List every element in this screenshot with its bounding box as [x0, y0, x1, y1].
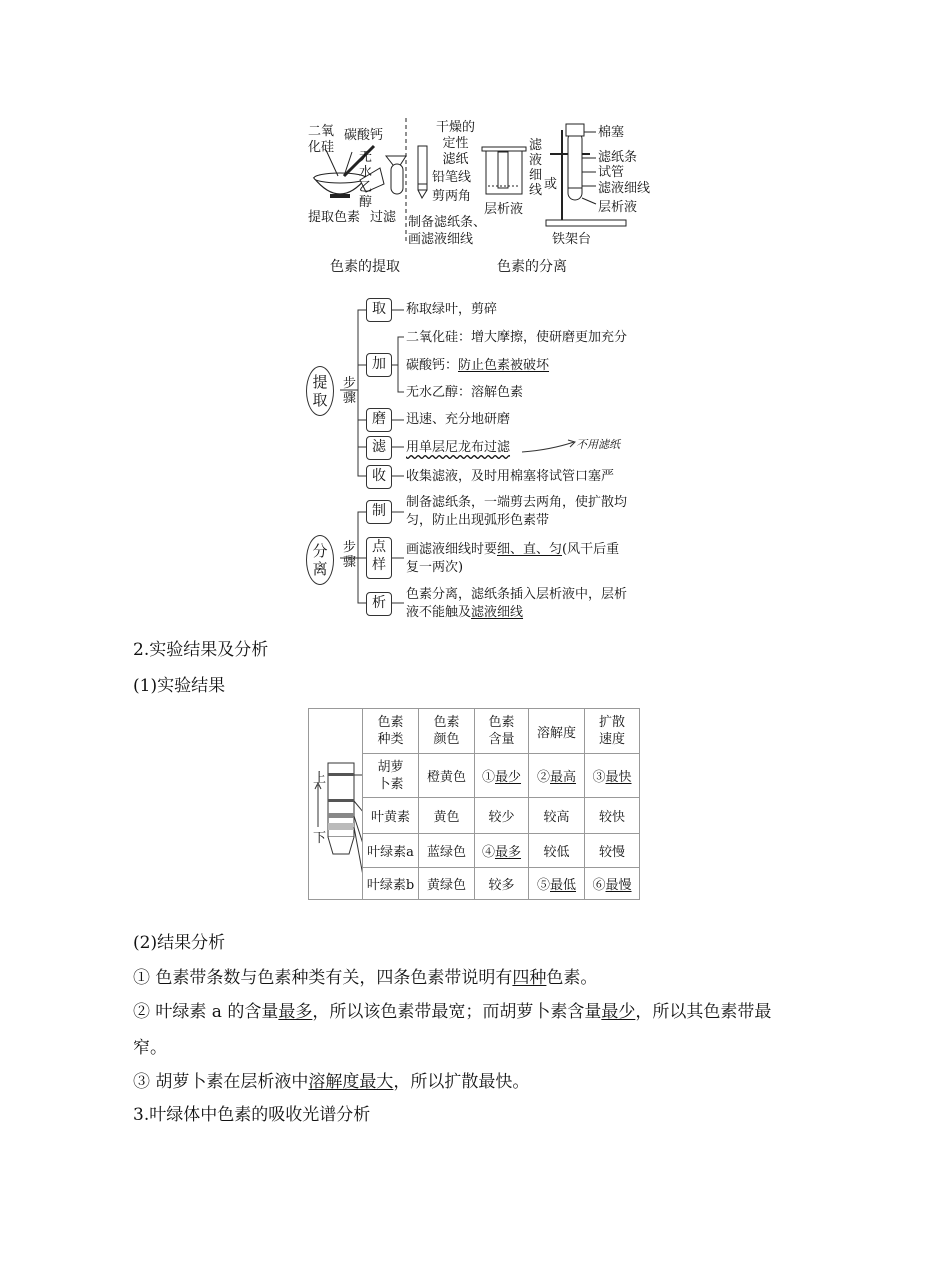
label-prepare-strip: 制备滤纸条、 画滤液细线	[408, 215, 487, 247]
caption-extraction: 色素的提取	[330, 259, 400, 275]
label-filter: 过滤	[370, 210, 397, 225]
pigment-content: 较多	[475, 868, 529, 900]
step-text-zhi-2: 匀，防止出现弧形色素带	[406, 513, 550, 528]
pigment-content: 较少	[475, 798, 529, 834]
step-box-xi: 析	[366, 592, 392, 616]
section-2-heading: 2.实验结果及分析	[133, 640, 269, 660]
extraction-step-label: 步 骤	[343, 376, 357, 406]
step-text-dianyang-1: 画滤液细线时要细、直、匀(风干后重	[406, 542, 620, 557]
step-text-lv: 用单层尼龙布过滤	[406, 440, 511, 455]
header-pigment-color: 色素 颜色	[419, 709, 475, 754]
axis-up-label: 上	[313, 771, 327, 786]
extraction-oval: 提 取	[306, 366, 334, 416]
pigment-solubility: 较低	[529, 834, 585, 868]
step-text-ethanol: 无水乙醇：溶解色素	[406, 385, 524, 400]
separation-oval: 分 离	[306, 535, 334, 585]
analysis-paragraph-2-cont: 窄。	[133, 1038, 167, 1058]
subsection-analysis-heading: (2)结果分析	[133, 933, 226, 953]
pigment-name: 叶黄素	[363, 798, 419, 834]
pigment-solubility: 较高	[529, 798, 585, 834]
label-caco3: 碳酸钙	[344, 128, 384, 143]
label-cut-corners: 剪两角	[432, 189, 472, 204]
section-3-heading: 3.叶绿体中色素的吸收光谱分析	[133, 1105, 371, 1125]
step-box-dianyang: 点 样	[366, 537, 392, 579]
caption-separation: 色素的分离	[497, 259, 567, 275]
pigment-speed: 较快	[585, 798, 640, 834]
step-text-xi-2: 液不能触及滤液细线	[406, 605, 524, 620]
axis-down-label: 下	[313, 831, 327, 846]
step-text-qu: 称取绿叶，剪碎	[406, 302, 498, 317]
step-text-zhi-1: 制备滤纸条，一端剪去两角，使扩散均	[406, 495, 628, 510]
step-box-shou: 收	[366, 465, 392, 489]
analysis-paragraph-3: ③ 胡萝卜素在层析液中溶解度最大，所以扩散最快。	[133, 1072, 530, 1092]
pigment-speed: 较慢	[585, 834, 640, 868]
separation-step-label: 步 骤	[343, 540, 357, 570]
label-chrom-liquid-left: 层析液	[484, 202, 524, 217]
annotation-arrow	[520, 436, 580, 456]
chromatogram-cell	[309, 709, 363, 900]
step-text-xi-1: 色素分离，滤纸条插入层析液中，层析	[406, 587, 628, 602]
analysis-paragraph-2: ② 叶绿素 a 的含量最多，所以该色素带最宽；而胡萝卜素含量最少，所以其色素带最	[133, 1002, 772, 1022]
step-box-jia: 加	[366, 353, 392, 377]
label-ethanol: 无 水 乙 醇	[359, 150, 373, 210]
chromatogram-strip	[309, 709, 362, 899]
step-text-mo: 迅速、充分地研磨	[406, 412, 511, 427]
pigment-color: 黄色	[419, 798, 475, 834]
step-text-caco3: 碳酸钙：防止色素被破坏	[406, 358, 550, 373]
pigment-content: ④最多	[475, 834, 529, 868]
header-pigment-content: 色素 含量	[475, 709, 529, 754]
pigment-name: 叶绿素b	[363, 868, 419, 900]
step-text-silica: 二氧化硅：增大摩擦，使研磨更加充分	[406, 330, 628, 345]
pigment-solubility: ⑤最低	[529, 868, 585, 900]
label-filtrate-line: 滤液细线	[598, 181, 651, 196]
step-box-qu: 取	[366, 298, 392, 322]
step-text-shou: 收集滤液，及时用棉塞将试管口塞严	[406, 469, 615, 484]
pigment-solubility: ②最高	[529, 754, 585, 798]
label-grind: 提取色素	[308, 210, 361, 225]
label-test-tube: 试管	[598, 165, 625, 180]
step-box-mo: 磨	[366, 408, 392, 432]
pigment-name: 叶绿素a	[363, 834, 419, 868]
label-cotton-plug: 棉塞	[598, 125, 625, 140]
pigment-color: 橙黄色	[419, 754, 475, 798]
label-dry-paper: 干燥的 定性 滤纸	[436, 120, 476, 167]
step-text-dianyang-2: 复一两次)	[406, 560, 464, 575]
header-solubility: 溶解度	[529, 709, 585, 754]
pigment-color: 蓝绿色	[419, 834, 475, 868]
pigment-content: ①最少	[475, 754, 529, 798]
results-table	[308, 708, 640, 900]
pigment-speed: ③最快	[585, 754, 640, 798]
pigment-color: 黄绿色	[419, 868, 475, 900]
header-pigment-type: 色素 种类	[363, 709, 419, 754]
label-chrom-liquid-right: 层析液	[598, 200, 638, 215]
analysis-paragraph-1: ① 色素带条数与色素种类有关，四条色素带说明有四种色素。	[133, 968, 598, 988]
label-filter-strip: 滤纸条	[598, 150, 638, 165]
header-diffusion-speed: 扩散 速度	[585, 709, 640, 754]
label-pencil-line: 铅笔线	[432, 170, 472, 185]
pigment-speed: ⑥最慢	[585, 868, 640, 900]
step-box-zhi: 制	[366, 500, 392, 524]
subsection-results-heading: (1)实验结果	[133, 676, 226, 696]
label-or: 或	[544, 177, 558, 192]
pigment-name: 胡萝 卜素	[363, 754, 419, 798]
label-filtrate-line-vertical: 滤 液 细 线	[529, 138, 543, 198]
step-box-lv: 滤	[366, 436, 392, 460]
annotation-no-filter-paper: 不用滤纸	[576, 438, 620, 451]
label-silica: 二氧 化硅	[308, 124, 335, 155]
label-iron-stand: 铁架台	[552, 232, 592, 247]
